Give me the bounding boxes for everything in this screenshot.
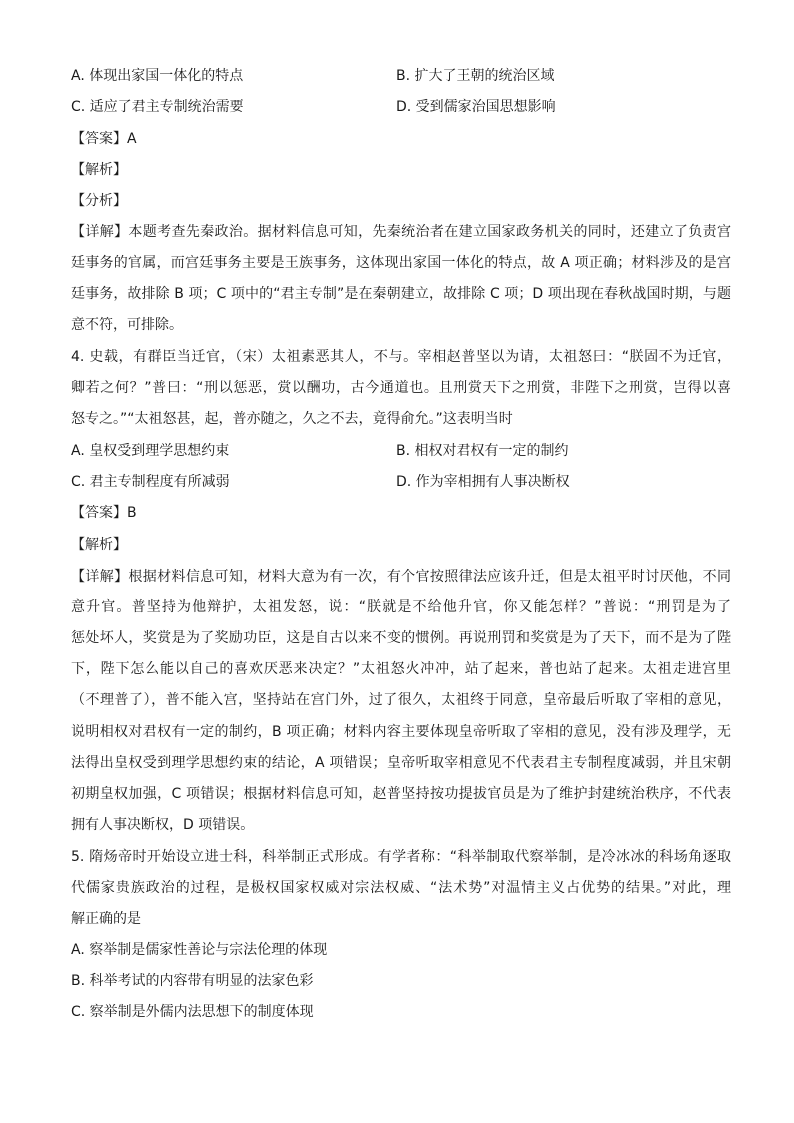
- q3-option-d: D. 受到儒家治国思想影响: [396, 99, 556, 115]
- q4-detail-line: （不理普了），普不能入宫，坚持站在宫门外，过了很久，太祖终于同意，皇帝最后听取了宰相的意见，: [71, 692, 731, 708]
- q4-detail-line: 初期皇权加强，C 项错误；根据材料信息可知，赵普坚持按功提拔官员是为了维护封建统治秩序，不代表: [71, 786, 731, 802]
- q5-stem-line: 5. 隋炀帝时开始设立进士科，科举制正式形成。有学者称：“科举制取代察举制，是冷冰冰的科场角逐取: [71, 849, 731, 865]
- q4-detail-line: 拥有人事决断权，D 项错误。: [71, 817, 255, 833]
- q3-option-c: C. 适应了君主专制统治需要: [71, 99, 244, 115]
- q4-detail-line: 意升官。普坚持为他辩护，太祖发怒，说：“朕就是不给他升官，你又能怎样？”普说：“刑罚是为了: [71, 599, 731, 615]
- q3-answer: 【答案】A: [71, 131, 137, 147]
- q4-stem-line: 怒专之。”“太祖怒甚，起，普亦随之，久之不去，竟得俞允。”这表明当时: [71, 411, 513, 427]
- q4-answer: 【答案】B: [71, 505, 137, 521]
- q5-stem-line: 代儒家贵族政治的过程，是极权国家权威对宗法权威、“法术势”对温情主义占优势的结果。”对此，理: [71, 880, 731, 896]
- q4-analysis-label: 【解析】: [71, 537, 127, 553]
- q4-detail-line: 惩处坏人，奖赏是为了奖励功臣，这是自古以来不变的惯例。再说刑罚和奖赏是为了天下，而不是为了陛: [71, 630, 731, 646]
- q3-analysis-label: 【解析】: [71, 162, 127, 178]
- q3-fenxi-label: 【分析】: [71, 193, 127, 209]
- q3-option-b: B. 扩大了王朝的统治区域: [396, 68, 555, 84]
- q5-option-c: C. 察举制是外儒内法思想下的制度体现: [71, 1004, 314, 1020]
- q5-option-b: B. 科举考试的内容带有明显的法家色彩: [71, 973, 314, 989]
- q3-detail-line: 廷事务的官属，而宫廷事务主要是王族事务，这体现出家国一体化的特点，故 A 项正确；材料涉及的是宫: [71, 255, 731, 271]
- q5-stem-line: 解正确的是: [71, 911, 141, 927]
- q3-detail-line: 廷事务，故排除 B 项；C 项中的“君主专制”是在秦朝建立，故排除 C 项；D 项出现在春秋战国时期，与题: [71, 286, 731, 302]
- q3-detail-line: 意不符，可排除。: [71, 317, 183, 333]
- q4-detail-line: 下，陛下怎么能以自己的喜欢厌恶来决定？”太祖怒火冲冲，站了起来，普也站了起来。太祖走进宫里: [71, 661, 731, 677]
- q4-option-c: C. 君主专制程度有所减弱: [71, 474, 230, 490]
- q4-stem-line: 卿若之何？”普曰：“刑以惩恶，赏以酬功，古今通道也。且刑赏天下之刑赏，非陛下之刑赏，岂得以喜: [71, 380, 731, 396]
- q4-detail-line: 【详解】根据材料信息可知，材料大意为有一次，有个官按照律法应该升迁，但是太祖平时讨厌他，不同: [71, 569, 731, 585]
- q4-detail-line: 法得出皇权受到理学思想约束的结论，A 项错误；皇帝听取宰相意见不代表君主专制程度减弱，并且宋朝: [71, 755, 731, 771]
- q4-stem-line: 4. 史载，有群臣当迁官，（宋）太祖素恶其人，不与。宰相赵普坚以为请，太祖怒曰：“朕固不为迁官，: [71, 349, 731, 365]
- q3-option-a: A. 体现出家国一体化的特点: [71, 68, 244, 84]
- q5-option-a: A. 察举制是儒家性善论与宗法伦理的体现: [71, 942, 328, 958]
- q4-option-d: D. 作为宰相拥有人事决断权: [396, 474, 570, 490]
- q4-option-b: B. 相权对君权有一定的制约: [396, 443, 569, 459]
- q4-option-a: A. 皇权受到理学思想约束: [71, 443, 230, 459]
- q3-detail-line: 【详解】本题考查先秦政治。据材料信息可知，先秦统治者在建立国家政务机关的同时，还建立了负责宫: [71, 224, 731, 240]
- q4-detail-line: 说明相权对君权有一定的制约，B 项正确；材料内容主要体现皇帝听取了宰相的意见，没有涉及理学，无: [71, 724, 731, 740]
